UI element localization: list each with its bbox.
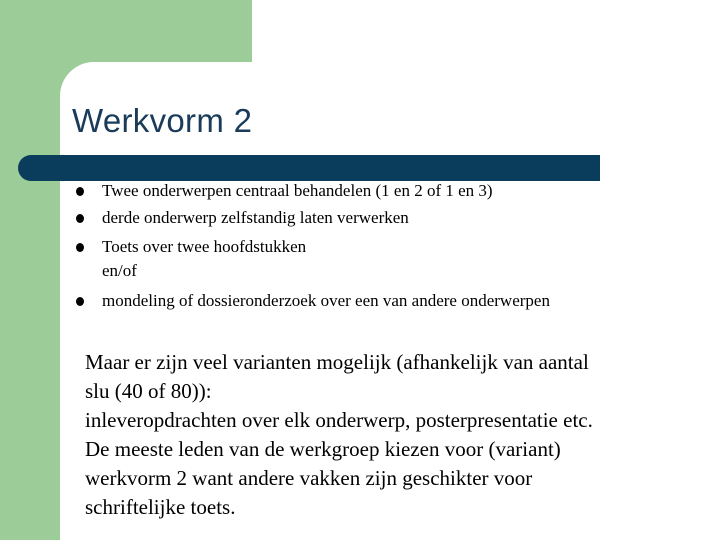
bullet-icon [76, 297, 84, 306]
bullet-text: derde onderwerp zelfstandig laten verwerken [102, 208, 409, 227]
paragraph-line: inleveropdrachten over elk onderwerp, posterpresentatie etc. [85, 408, 593, 432]
paragraph-line: werkvorm 2 want andere vakken zijn geschikter voor [85, 466, 533, 490]
paragraph-line: De meeste leden van de werkgroep kiezen voor (variant) [85, 437, 561, 461]
bullet-icon [76, 214, 84, 223]
bullet-continuation: en/of [102, 261, 137, 280]
paragraph-line: Maar er zijn veel varianten mogelijk (afhankelijk van aantal [85, 350, 589, 374]
paragraph-line: schriftelijke toets. [85, 495, 236, 519]
bullet-icon [76, 187, 84, 196]
paragraph-line: slu (40 of 80)): [85, 379, 212, 403]
slide-title: Werkvorm 2 [72, 102, 253, 139]
bullet-icon [76, 243, 84, 252]
bullet-text: mondeling of dossieronderzoek over een van andere onderwerpen [102, 291, 550, 310]
body-paragraph [85, 348, 705, 522]
bullet-text: Twee onderwerpen centraal behandelen (1 en 2 of 1 en 3) [102, 181, 493, 200]
bullet-text: Toets over twee hoofdstukken [102, 237, 307, 256]
title-underline-bar [18, 155, 600, 181]
